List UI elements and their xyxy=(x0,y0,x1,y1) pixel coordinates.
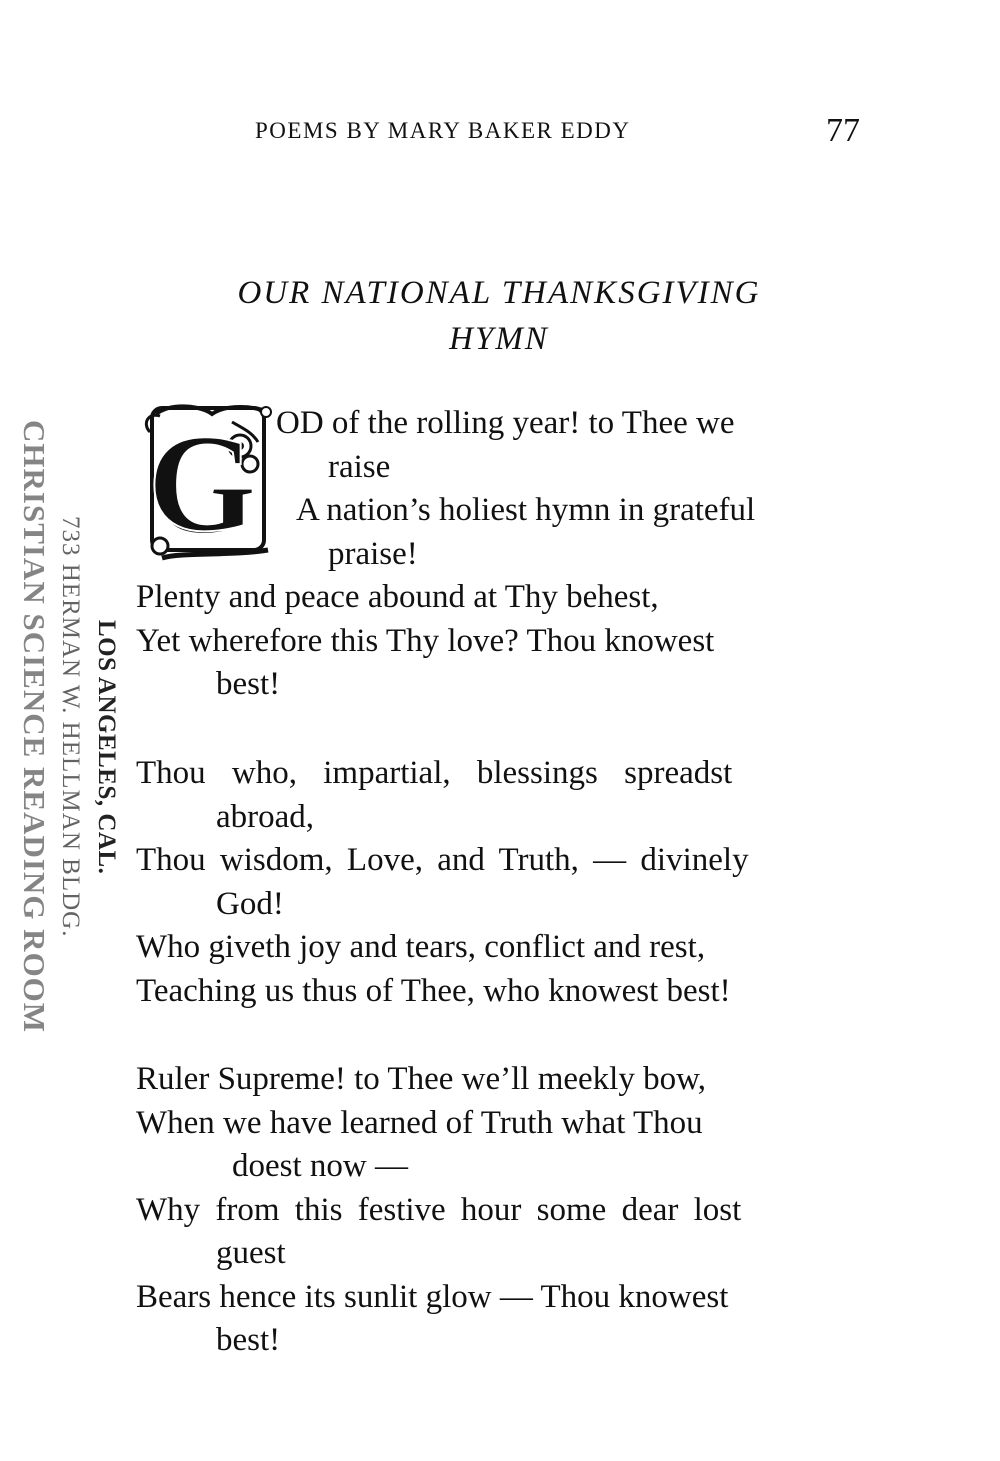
verse-line: abroad, xyxy=(216,798,315,835)
reading-room-stamp xyxy=(10,420,120,1120)
drop-cap-letter: G xyxy=(147,406,257,561)
verse-line: Teaching us thus of Thee, who knowest best! xyxy=(136,972,731,1009)
stanza-3 xyxy=(136,1058,860,1363)
poem-title-line-2: HYMN xyxy=(449,321,549,357)
stamp-line-2: 733 HERMAN W. HELLMAN BLDG. xyxy=(57,516,84,938)
poem-title xyxy=(138,270,860,362)
verse-line: Thou wisdom, Love, and Truth, — divinely xyxy=(136,842,749,878)
stanza-2 xyxy=(136,752,860,1013)
verse-line: guest xyxy=(216,1235,286,1271)
poem-title-line-1: OUR NATIONAL THANKSGIVING xyxy=(237,275,761,311)
verse-line: best! xyxy=(216,666,281,702)
verse-line: A nation’s holiest hymn in grateful xyxy=(296,492,756,528)
verse-line: Why from this festive hour some dear lost xyxy=(136,1191,742,1228)
verse-line: Plenty and peace abound at Thy behest, xyxy=(136,579,659,615)
verse-line: best! xyxy=(216,1322,281,1358)
verse-line: Ruler Supreme! to Thee we’ll meekly bow, xyxy=(136,1061,707,1097)
verse-line: raise xyxy=(328,448,391,485)
verse-line: God! xyxy=(216,885,284,922)
verse-line: Who giveth joy and tears, conflict and rest, xyxy=(136,929,706,965)
verse-line: praise! xyxy=(328,535,418,572)
stamp-line-1: CHRISTIAN SCIENCE READING ROOM xyxy=(17,420,52,1034)
running-head xyxy=(255,112,860,152)
verse-line: Yet wherefore this Thy love? Thou knowest xyxy=(136,622,715,659)
page-number: 77 xyxy=(826,112,860,149)
verse-line: OD of the rolling year! to Thee we xyxy=(276,405,735,441)
verse-line: doest now — xyxy=(232,1148,408,1184)
running-title: POEMS BY MARY BAKER EDDY xyxy=(255,118,631,143)
verse-line: When we have learned of Truth what Thou xyxy=(136,1104,703,1141)
stamp-line-3: LOS ANGELES, CAL. xyxy=(93,620,120,875)
drop-cap-ornament xyxy=(142,402,274,562)
verse-line: Bears hence its sunlit glow — Thou knowest xyxy=(136,1278,729,1315)
verse-line: Thou who, impartial, blessings spreadst xyxy=(136,755,733,791)
